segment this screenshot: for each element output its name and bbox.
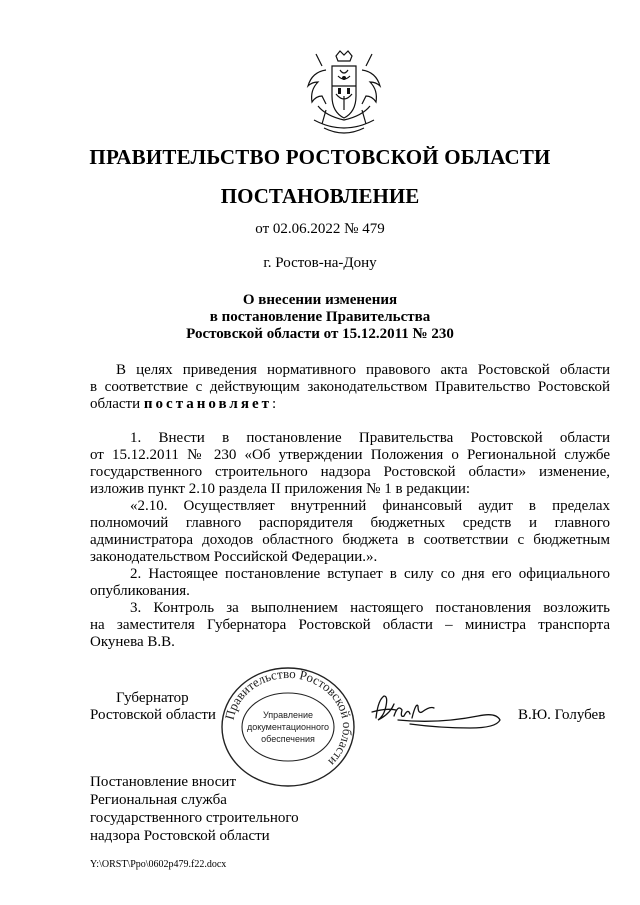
submitter-line: Постановление вносит bbox=[90, 774, 237, 790]
stamp-center-text: документационного bbox=[246, 722, 330, 732]
text-line: В целях приведения нормативного правового акта Ростовской области bbox=[116, 362, 610, 378]
text-line: «2.10. Осуществляет внутренний финансовый аудит в пределах bbox=[130, 498, 610, 514]
document-date-number: от 02.06.2022 № 479 bbox=[255, 221, 385, 237]
stamp-center-text: Управление bbox=[262, 710, 314, 720]
stamp-ring-text: Правительство Ростовской области bbox=[221, 665, 356, 770]
text-line: в соответствие с действующим законодательством Правительство Ростовской bbox=[90, 379, 610, 395]
subject-line: Ростовской области от 15.12.2011 № 230 bbox=[186, 326, 454, 342]
resolves-word: постановляет bbox=[143, 396, 272, 412]
text-line: Окунева В.В. bbox=[90, 634, 175, 650]
text-line: полномочий главного распорядителя бюджетных средств и главного bbox=[90, 515, 610, 531]
signer-position: Ростовской области bbox=[90, 707, 216, 723]
signer-position: Губернатор bbox=[116, 690, 189, 706]
text-line: 1. Внести в постановление Правительства Ростовской области bbox=[130, 430, 610, 446]
file-path: Y:\ORST\Ppo\0602p479.f22.docx bbox=[90, 859, 227, 870]
submitter-line: Региональная служба bbox=[90, 792, 227, 808]
document-type: ПОСТАНОВЛЕНИЕ bbox=[220, 184, 420, 208]
submitter-line: надзора Ростовской области bbox=[90, 828, 270, 844]
organization-title: ПРАВИТЕЛЬСТВО РОСТОВСКОЙ ОБЛАСТИ bbox=[89, 145, 551, 169]
text-line: изложив пункт 2.10 раздела II приложения № 1 в редакции: bbox=[90, 481, 471, 497]
text-line: области постановляет: bbox=[90, 396, 277, 412]
text-line: от 15.12.2011 № 230 «Об утверждении Положения о Региональной службе bbox=[90, 447, 610, 463]
coat-of-arms-icon bbox=[296, 48, 392, 144]
submitter-line: государственного строительного bbox=[90, 810, 299, 826]
subject-line: в постановление Правительства bbox=[209, 309, 431, 325]
subject-line: О внесении изменения bbox=[242, 292, 398, 308]
document-city: г. Ростов-на-Дону bbox=[263, 255, 377, 271]
text-line: 3. Контроль за выполнением настоящего постановления возложить bbox=[130, 600, 610, 616]
text-line: администратора доходов областного бюджета в соответствии с бюджетным bbox=[90, 532, 610, 548]
stamp-center-text: обеспечения bbox=[261, 734, 315, 744]
signer-name: В.Ю. Голубев bbox=[518, 707, 606, 723]
text-line: опубликования. bbox=[90, 583, 190, 599]
official-stamp bbox=[218, 664, 358, 790]
text-line: 2. Настоящее постановление вступает в силу со дня его официального bbox=[130, 566, 610, 582]
text-line: государственного строительного надзора Ростовской области» изменение, bbox=[90, 464, 610, 480]
handwritten-signature-icon bbox=[368, 688, 504, 732]
text-line: законодательством Российской Федерации.». bbox=[90, 549, 378, 565]
text-line: на заместителя Губернатора Ростовской области – министра транспорта bbox=[90, 617, 610, 633]
